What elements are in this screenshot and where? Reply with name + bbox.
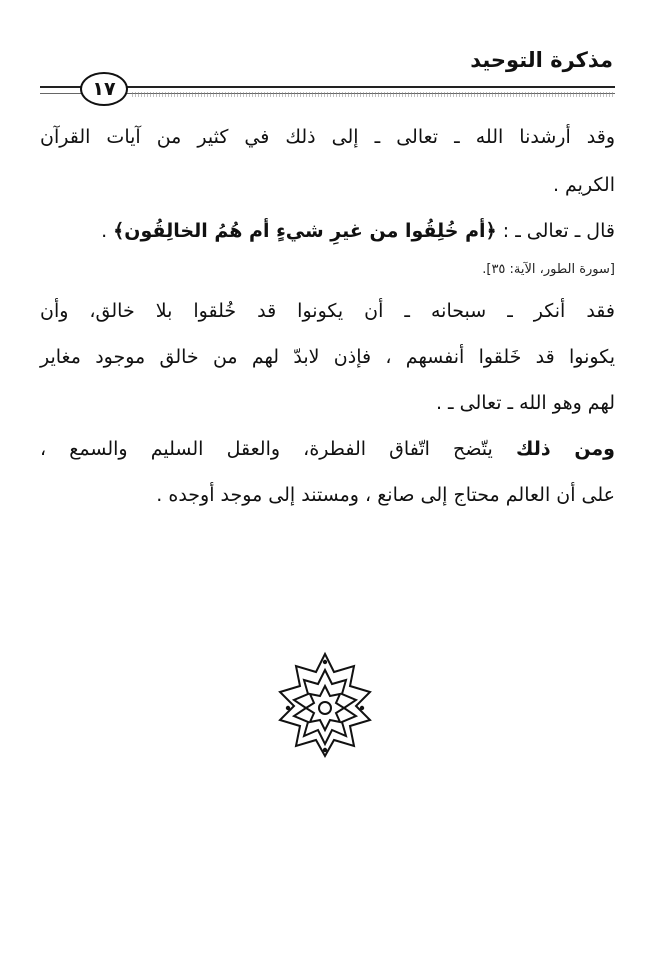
paragraph-line: يكونوا قد خَلقوا أنفسهم ، فإذن لابدّ لهم من خالق موجود مغاير	[40, 346, 615, 368]
paragraph-line	[40, 438, 615, 460]
verse-reference: [سورة الطور، الآية: ٣٥].	[482, 262, 615, 277]
quran-verse: ﴿أم خُلِقُوا من غيرِ شيءٍ أم هُمُ الخالِقُون﴾	[113, 220, 497, 242]
paragraph-line: على أن العالم محتاج إلى صانع ، ومستند إلى موجد أوجده .	[156, 484, 615, 506]
book-title: مذكرة التوحيد	[470, 48, 613, 72]
verse-end: .	[101, 220, 108, 242]
header-rule-texture	[132, 92, 615, 97]
star-rosette-ornament-icon	[270, 650, 380, 760]
verse-intro: قال ـ تعالى ـ :	[502, 220, 615, 242]
verse-line	[40, 220, 615, 242]
paragraph-line: وقد أرشدنا الله ـ تعالى ـ إلى ذلك في كثير من آيات القرآن	[40, 126, 615, 148]
paragraph-line: فقد أنكر ـ سبحانه ـ أن يكونوا قد خُلقوا بلا خالق، وأن	[40, 300, 615, 322]
emphasis-phrase: ومن ذلك	[516, 438, 615, 460]
paragraph-line: الكريم .	[552, 174, 615, 196]
paragraph-line: لهم وهو الله ـ تعالى ـ .	[435, 392, 615, 414]
page-number-badge: ١٧	[80, 72, 128, 106]
line-continuation: يتّضح اتّفاق الفطرة، والعقل السليم والسمع ،	[40, 438, 516, 460]
